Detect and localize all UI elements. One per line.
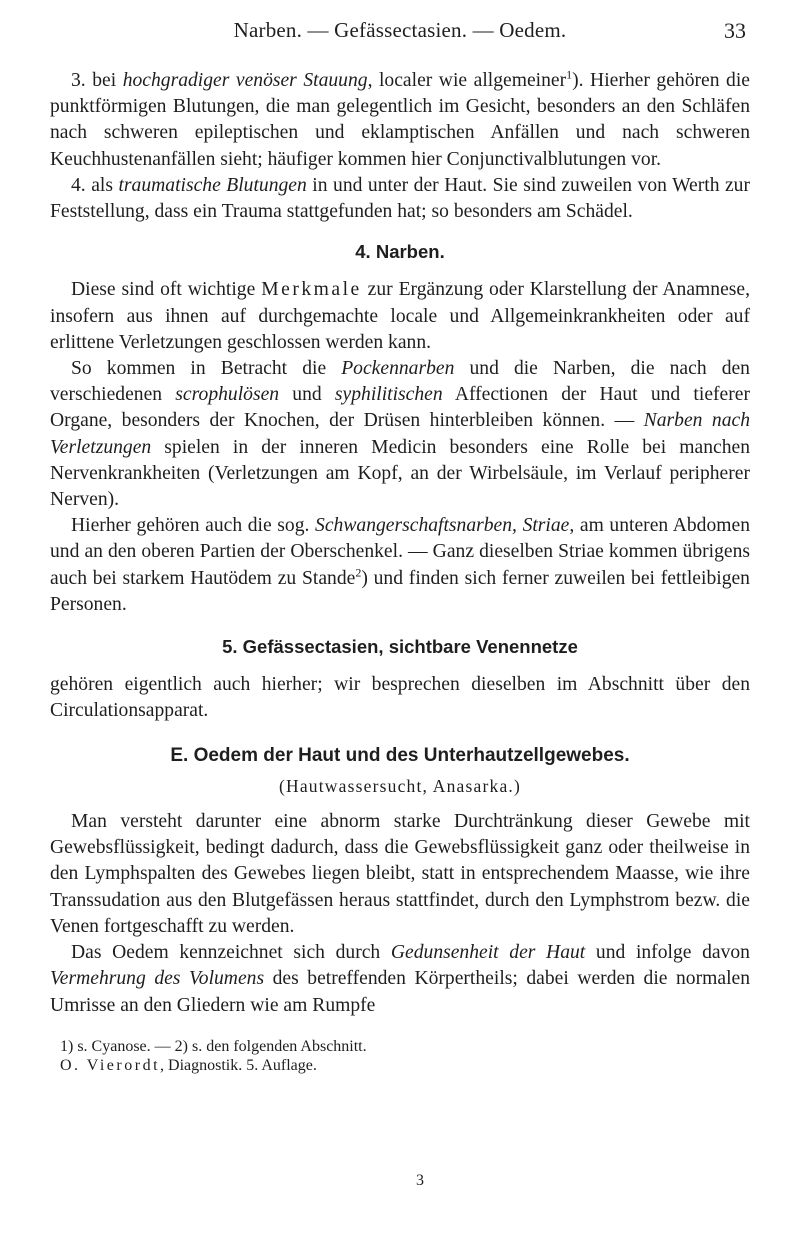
paragraph-narben-1 [50,277,750,356]
oedem-p2-a: Das Oedem kennzeichnet sich durch [71,942,391,964]
heading-oedem: E. Oedem der Haut und des Unterhautzellgewebes. [170,744,630,766]
item3-rest: , localer wie allgemeiner [367,70,567,91]
source-author: O. Vierordt [60,1056,161,1074]
running-header [50,18,750,48]
narben-p1-a: Diese sind oft wichtige [71,279,262,301]
oedem-p2-b: und infolge davon [585,942,750,964]
narben-p2-a: So kommen in Betracht die [71,358,342,380]
page-body [50,68,750,1075]
narben-p2-i4: Narben nach Verletzungen [50,410,750,458]
item4-lead: 4. als [71,174,119,196]
item3-rest2: ). Hierher gehören die punktförmigen Blutungen, die man gelegentlich im Gesicht, besonders an den Schläfen nach schweren epileptischen und eklamptischen Anfällen und nach schweren Keuchhustenanfällen sieht; häufiger kommen hier Conjunctivalblutungen vor. [50,70,750,170]
narben-p2-b: und die Narben, die nach den verschiedenen [50,358,750,406]
item3-italic: hochgradiger venöser Stauung [122,70,368,91]
narben-p2-i2: scrophulösen [175,384,280,406]
narben-p3-a: Hierher gehören auch die sog. [71,515,316,537]
paragraph-item-3 [50,68,750,173]
narben-p3-b: , am unteren Abdomen und an den oberen Partien der Oberschenkel. — Ganz dieselben Striae kommen übrigens auch bei starkem Hautödem zu Stande [50,515,750,589]
running-title: Narben. — Gefässectasien. — Oedem. [233,18,567,42]
narben-p1-b: zur Ergänzung oder Klarstellung der Anamnese, insofern aus ihnen auf durchgemachte locale und Allgemeinkrankheiten oder auf erlittene Verletzungen geschlossen werden kann. [50,279,751,353]
footnotes [50,1037,750,1075]
oedem-p2-i2: Vermehrung des Volumens [50,968,265,990]
footnote-ref-1: 1 [566,67,573,82]
oedem-p2-i1: Gedunsenheit der Haut [390,942,586,964]
paragraph-narben-2 [50,356,750,513]
footnote-ref-2: 2 [355,565,362,580]
narben-p2-e: spielen in der inneren Medicin besonders eine Rolle bei manchen Nervenkrankheiten (Verletzungen am Kopf, an der Wirbelsäule, im Verlauf peripherer Nerven). [50,436,750,511]
source-line [50,1056,750,1075]
narben-p2-c: und [279,384,335,406]
heading-gefaessectasien: 5. Gefässectasien, sichtbare Venennetze [222,636,578,658]
footnote-line: 1) s. Cyanose. — 2) s. den folgenden Abschnitt. [60,1037,367,1055]
subheading-oedem: (Hautwassersucht, Anasarka.) [278,775,522,796]
paragraph-item-4 [50,173,750,225]
paragraph-gefaessectasien: gehören eigentlich auch hierher; wir besprechen dieselben im Abschnitt über den Circulationsapparat. [50,674,750,722]
paragraph-narben-3 [50,513,750,618]
narben-p2-i1: Pockennarben [341,358,455,380]
item4-rest: in und unter der Haut. Sie sind zuweilen von Werth zur Feststellung, dass ein Trauma stattgefunden hat; so besonders am Schädel. [50,174,751,223]
signature-mark: 3 [416,1172,424,1189]
page-number: 33 [724,18,746,43]
paragraph-oedem-2 [50,940,750,1019]
oedem-p2-c: des betreffenden Körpertheils; dabei werden die normalen Umrisse an den Gliedern wie am Rumpfe [50,968,751,1016]
book-page [50,0,750,1253]
paragraph-oedem-1: Man versteht darunter eine abnorm starke Durchtränkung dieser Gewebe mit Gewebsflüssigkeit, bedingt dadurch, dass die Gewebsflüssigkeit ganz oder theilweise in den Lymphspalten des Gewebes liegen bleibt, statt in entsprechendem Maasse, wie ihre Transsudation aus den Blutgefässen heraus stattfindet, durch den Lymphstrom bezw. die Venen fortgeschafft zu werden. [50,811,750,937]
narben-p1-spaced: Merkmale [261,279,362,301]
narben-p3-i1: Schwangerschaftsnarben, Striae [315,515,570,537]
narben-p2-i3: syphilitischen [334,384,443,406]
narben-p3-c: ) und finden sich ferner zuweilen bei fettleibigen Personen. [50,567,750,615]
item4-italic: traumatische Blutungen [118,174,307,196]
item3-lead: 3. bei [71,70,123,91]
heading-narben: 4. Narben. [355,241,445,263]
narben-p2-d: Affectionen der Haut und tieferer Organe, besonders der Knochen, der Drüsen hinterbleiben können. — [50,384,750,432]
source-title: , Diagnostik. 5. Auflage. [160,1056,317,1074]
